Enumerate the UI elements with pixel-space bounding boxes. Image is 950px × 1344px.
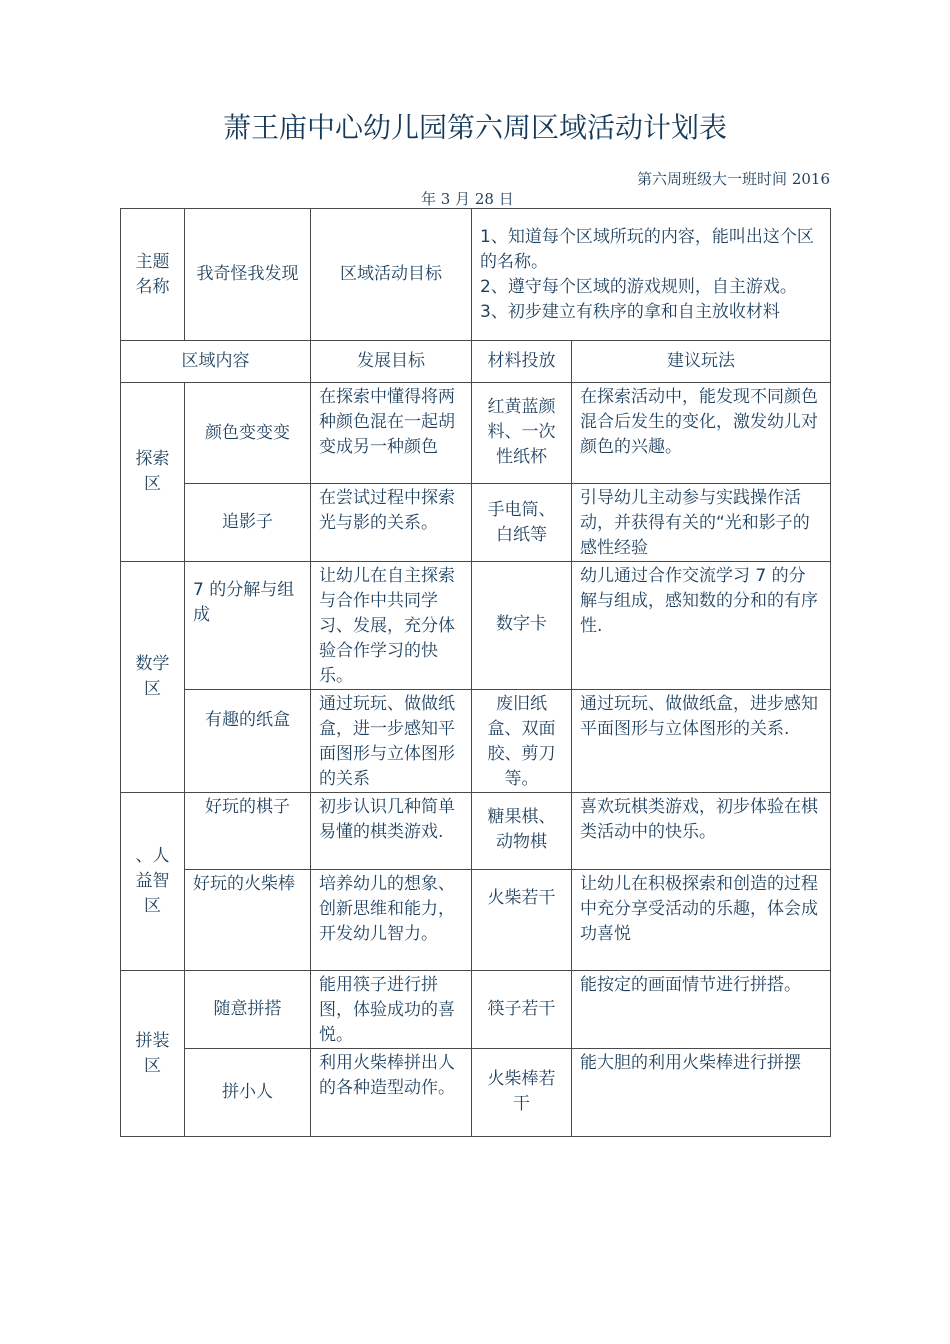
dev-goal-cell: 在探索中懂得将两种颜色混在一起胡变成另一种颜色 [311, 383, 472, 484]
area-name-cell: 探索区 [121, 383, 185, 562]
dev-goal-cell: 在尝试过程中探索光与影的关系。 [311, 484, 472, 562]
materials-cell: 红黄蓝颜料、一次性纸杯 [472, 383, 572, 484]
materials-cell: 数字卡 [472, 562, 572, 690]
dev-goal-cell: 让幼儿在自主探索与合作中共同学习、发展，充分体验合作学习的快乐。 [311, 562, 472, 690]
header-dev-goal: 发展目标 [311, 341, 472, 383]
activity-name-cell: 有趣的纸盒 [185, 690, 311, 793]
dev-goal-cell: 初步认识几种简单易懂的棋类游戏. [311, 793, 472, 870]
table-row [121, 1049, 831, 1137]
table-row [121, 690, 831, 793]
materials-cell: 糖果棋、动物棋 [472, 793, 572, 870]
document-title: 萧王庙中心幼儿园第六周区域活动计划表 [222, 111, 727, 144]
table-row [121, 971, 831, 1049]
activity-name-cell: 随意拼搭 [185, 971, 311, 1049]
suggestion-cell: 让幼儿在积极探索和创造的过程中充分享受活动的乐趣，体会成功喜悦 [572, 870, 831, 971]
table-row [121, 562, 831, 690]
suggestion-cell: 能按定的画面情节进行拼搭。 [572, 971, 831, 1049]
dev-goal-cell: 利用火柴棒拼出人的各种造型动作。 [311, 1049, 472, 1137]
materials-cell: 手电筒、白纸等 [472, 484, 572, 562]
goals-label-cell: 区域活动目标 [311, 209, 472, 341]
header-materials: 材料投放 [472, 341, 572, 383]
activity-plan-table [120, 208, 831, 1137]
area-name-cell: 拼装区 [121, 971, 185, 1137]
activity-name-cell: 好玩的棋子 [185, 793, 311, 870]
dev-goal-cell: 培养幼儿的想象、创新思维和能力，开发幼儿智力。 [311, 870, 472, 971]
suggestion-cell: 喜欢玩棋类游戏，初步体验在棋类活动中的快乐。 [572, 793, 831, 870]
table-row [121, 793, 831, 870]
activity-name-cell: 7 的分解与组成 [185, 562, 311, 690]
theme-row [121, 209, 831, 341]
table-row [121, 870, 831, 971]
materials-cell: 废旧纸盒、双面胶、剪刀等。 [472, 690, 572, 793]
goals-cell [472, 209, 831, 341]
suggestion-cell: 引导幼儿主动参与实践操作活动，并获得有关的“光和影子的感性经验 [572, 484, 831, 562]
materials-cell: 筷子若干 [472, 971, 572, 1049]
activity-name-cell: 好玩的火柴棒 [185, 870, 311, 971]
dev-goal-cell: 通过玩玩、做做纸盒，进一步感知平面图形与立体图形的关系 [311, 690, 472, 793]
activity-name-cell: 拼小人 [185, 1049, 311, 1137]
suggestion-cell: 能大胆的利用火柴棒进行拼摆 [572, 1049, 831, 1137]
activity-name-cell: 颜色变变变 [185, 383, 311, 484]
header-suggestion: 建议玩法 [572, 341, 831, 383]
suggestion-cell: 幼儿通过合作交流学习 7 的分解与组成，感知数的分和的有序性. [572, 562, 831, 690]
goal-item: 2、遵守每个区域的游戏规则，自主游戏。 [480, 276, 797, 297]
table-row [121, 383, 831, 484]
header-row [121, 341, 831, 383]
theme-label-cell: 主题名称 [121, 209, 185, 341]
area-name-cell: 数学区 [121, 562, 185, 793]
table-row [121, 484, 831, 562]
area-name-cell: 、人益智区 [121, 793, 185, 971]
activity-name-cell: 追影子 [185, 484, 311, 562]
goal-item: 1、知道每个区域所玩的内容，能叫出这个区的名称。 [480, 226, 814, 272]
class-date-line: 第六周班级大一班时间 2016 [637, 170, 830, 188]
suggestion-cell: 通过玩玩、做做纸盒，进步感知平面图形与立体图形的关系. [572, 690, 831, 793]
theme-value-cell: 我奇怪我发现 [185, 209, 311, 341]
suggestion-cell: 在探索活动中，能发现不同颜色混合后发生的变化，激发幼儿对颜色的兴趣。 [572, 383, 831, 484]
materials-cell: 火柴若干 [472, 870, 572, 971]
date-line-continuation: 年 3 月 28 日 [421, 190, 514, 208]
goal-item: 3、初步建立有秩序的拿和自主放收材料 [480, 301, 780, 322]
header-content: 区域内容 [121, 341, 311, 383]
dev-goal-cell: 能用筷子进行拼图，体验成功的喜悦。 [311, 971, 472, 1049]
materials-cell: 火柴棒若干 [472, 1049, 572, 1137]
